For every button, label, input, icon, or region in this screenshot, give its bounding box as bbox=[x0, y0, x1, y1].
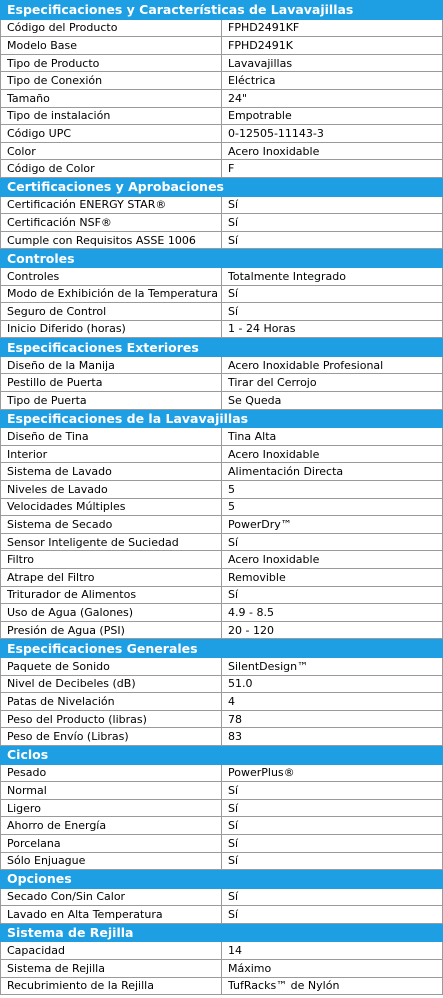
spec-label: Diseño de la Manija bbox=[1, 356, 222, 374]
spec-value: 83 bbox=[222, 728, 443, 746]
section-title: Especificaciones Generales bbox=[1, 639, 443, 658]
spec-label: Recubrimiento de la Rejilla bbox=[1, 977, 222, 995]
spec-label: Pestillo de Puerta bbox=[1, 374, 222, 392]
section-title: Especificaciones y Características de Lavavajillas bbox=[1, 1, 443, 20]
spec-row bbox=[1, 392, 443, 410]
spec-row bbox=[1, 621, 443, 639]
spec-label: Cumple con Requisitos ASSE 1006 bbox=[1, 231, 222, 249]
spec-value: TufRacks™ de Nylón bbox=[222, 977, 443, 995]
spec-row bbox=[1, 799, 443, 817]
section-title: Sistema de Rejilla bbox=[1, 923, 443, 942]
spec-label: Peso del Producto (libras) bbox=[1, 710, 222, 728]
spec-value: Sí bbox=[222, 214, 443, 232]
spec-value: 5 bbox=[222, 481, 443, 499]
spec-label: Capacidad bbox=[1, 942, 222, 960]
spec-value: 14 bbox=[222, 942, 443, 960]
spec-row bbox=[1, 516, 443, 534]
spec-label: Secado Con/Sin Calor bbox=[1, 888, 222, 906]
spec-row bbox=[1, 428, 443, 446]
spec-value: 5 bbox=[222, 498, 443, 516]
section-header-row bbox=[1, 338, 443, 357]
section-header-row bbox=[1, 177, 443, 196]
section-header-row bbox=[1, 639, 443, 658]
spec-label: Paquete de Sonido bbox=[1, 657, 222, 675]
spec-row bbox=[1, 657, 443, 675]
spec-row bbox=[1, 19, 443, 37]
spec-value: FPHD2491K bbox=[222, 37, 443, 55]
spec-label: Sólo Enjuague bbox=[1, 852, 222, 870]
spec-label: Controles bbox=[1, 267, 222, 285]
spec-value: Acero Inoxidable bbox=[222, 445, 443, 463]
spec-row bbox=[1, 604, 443, 622]
spec-value: Sí bbox=[222, 533, 443, 551]
spec-label: Color bbox=[1, 142, 222, 160]
spec-row bbox=[1, 728, 443, 746]
spec-row bbox=[1, 977, 443, 995]
spec-label: Triturador de Alimentos bbox=[1, 586, 222, 604]
spec-row bbox=[1, 764, 443, 782]
spec-value: Sí bbox=[222, 834, 443, 852]
spec-row bbox=[1, 107, 443, 125]
spec-value: Eléctrica bbox=[222, 72, 443, 90]
spec-label: Normal bbox=[1, 782, 222, 800]
spec-value: Sí bbox=[222, 196, 443, 214]
spec-label: Certificación NSF® bbox=[1, 214, 222, 232]
spec-label: Sistema de Rejilla bbox=[1, 960, 222, 978]
spec-label: Sistema de Lavado bbox=[1, 463, 222, 481]
spec-value: Acero Inoxidable Profesional bbox=[222, 356, 443, 374]
spec-row bbox=[1, 693, 443, 711]
spec-value: Totalmente Integrado bbox=[222, 267, 443, 285]
spec-label: Presión de Agua (PSI) bbox=[1, 621, 222, 639]
spec-value: 20 - 120 bbox=[222, 621, 443, 639]
spec-label: Patas de Nivelación bbox=[1, 693, 222, 711]
spec-row bbox=[1, 356, 443, 374]
spec-row bbox=[1, 231, 443, 249]
spec-row bbox=[1, 125, 443, 143]
spec-table-body bbox=[1, 1, 443, 995]
spec-value: 1 - 24 Horas bbox=[222, 320, 443, 338]
section-header-row bbox=[1, 409, 443, 428]
spec-label: Uso de Agua (Galones) bbox=[1, 604, 222, 622]
spec-label: Ahorro de Energía bbox=[1, 817, 222, 835]
spec-row bbox=[1, 481, 443, 499]
spec-row bbox=[1, 54, 443, 72]
spec-label: Código de Color bbox=[1, 160, 222, 178]
spec-value: 0-12505-11143-3 bbox=[222, 125, 443, 143]
spec-row bbox=[1, 817, 443, 835]
spec-value: Sí bbox=[222, 231, 443, 249]
spec-row bbox=[1, 498, 443, 516]
section-title: Certificaciones y Aprobaciones bbox=[1, 177, 443, 196]
spec-label: Pesado bbox=[1, 764, 222, 782]
section-header-row bbox=[1, 249, 443, 268]
section-title: Controles bbox=[1, 249, 443, 268]
spec-value: Sí bbox=[222, 817, 443, 835]
spec-value: FPHD2491KF bbox=[222, 19, 443, 37]
spec-label: Ligero bbox=[1, 799, 222, 817]
spec-label: Código del Producto bbox=[1, 19, 222, 37]
spec-value: 4.9 - 8.5 bbox=[222, 604, 443, 622]
spec-row bbox=[1, 551, 443, 569]
spec-value: F bbox=[222, 160, 443, 178]
spec-value: Sí bbox=[222, 799, 443, 817]
spec-label: Certificación ENERGY STAR® bbox=[1, 196, 222, 214]
spec-label: Atrape del Filtro bbox=[1, 569, 222, 587]
spec-label: Tamaño bbox=[1, 89, 222, 107]
section-title: Especificaciones Exteriores bbox=[1, 338, 443, 357]
spec-value: Acero Inoxidable bbox=[222, 551, 443, 569]
spec-value: Sí bbox=[222, 586, 443, 604]
spec-value: 24" bbox=[222, 89, 443, 107]
spec-value: Lavavajillas bbox=[222, 54, 443, 72]
spec-row bbox=[1, 374, 443, 392]
spec-row bbox=[1, 888, 443, 906]
spec-value: Sí bbox=[222, 782, 443, 800]
section-header-row bbox=[1, 745, 443, 764]
spec-value: Sí bbox=[222, 303, 443, 321]
spec-value: SilentDesign™ bbox=[222, 657, 443, 675]
spec-row bbox=[1, 463, 443, 481]
spec-value: Alimentación Directa bbox=[222, 463, 443, 481]
spec-value: Removible bbox=[222, 569, 443, 587]
spec-row bbox=[1, 782, 443, 800]
spec-row bbox=[1, 160, 443, 178]
section-header-row bbox=[1, 923, 443, 942]
spec-value: Máximo bbox=[222, 960, 443, 978]
spec-value: 51.0 bbox=[222, 675, 443, 693]
spec-label: Tipo de Puerta bbox=[1, 392, 222, 410]
spec-row bbox=[1, 710, 443, 728]
spec-row bbox=[1, 320, 443, 338]
spec-label: Filtro bbox=[1, 551, 222, 569]
spec-row bbox=[1, 37, 443, 55]
spec-row bbox=[1, 852, 443, 870]
spec-label: Modelo Base bbox=[1, 37, 222, 55]
spec-label: Peso de Envío (Libras) bbox=[1, 728, 222, 746]
spec-value: Acero Inoxidable bbox=[222, 142, 443, 160]
spec-label: Nivel de Decibeles (dB) bbox=[1, 675, 222, 693]
spec-row bbox=[1, 675, 443, 693]
spec-row bbox=[1, 906, 443, 924]
spec-row bbox=[1, 89, 443, 107]
spec-value: 78 bbox=[222, 710, 443, 728]
spec-label: Velocidades Múltiples bbox=[1, 498, 222, 516]
spec-label: Diseño de Tina bbox=[1, 428, 222, 446]
spec-row bbox=[1, 445, 443, 463]
spec-row bbox=[1, 214, 443, 232]
spec-value: Tirar del Cerrojo bbox=[222, 374, 443, 392]
spec-value: 4 bbox=[222, 693, 443, 711]
section-header-row bbox=[1, 870, 443, 889]
section-header-row bbox=[1, 1, 443, 20]
spec-label: Tipo de instalación bbox=[1, 107, 222, 125]
spec-value: Sí bbox=[222, 906, 443, 924]
spec-label: Código UPC bbox=[1, 125, 222, 143]
spec-row bbox=[1, 960, 443, 978]
spec-value: PowerDry™ bbox=[222, 516, 443, 534]
spec-row bbox=[1, 267, 443, 285]
section-title: Opciones bbox=[1, 870, 443, 889]
spec-label: Sistema de Secado bbox=[1, 516, 222, 534]
spec-row bbox=[1, 285, 443, 303]
spec-value: PowerPlus® bbox=[222, 764, 443, 782]
spec-row bbox=[1, 569, 443, 587]
spec-label: Porcelana bbox=[1, 834, 222, 852]
spec-label: Seguro de Control bbox=[1, 303, 222, 321]
spec-label: Niveles de Lavado bbox=[1, 481, 222, 499]
spec-label: Tipo de Producto bbox=[1, 54, 222, 72]
section-title: Ciclos bbox=[1, 745, 443, 764]
spec-value: Empotrable bbox=[222, 107, 443, 125]
section-title: Especificaciones de la Lavavajillas bbox=[1, 409, 443, 428]
spec-row bbox=[1, 586, 443, 604]
spec-value: Tina Alta bbox=[222, 428, 443, 446]
spec-row bbox=[1, 72, 443, 90]
spec-row bbox=[1, 303, 443, 321]
spec-value: Sí bbox=[222, 852, 443, 870]
spec-label: Interior bbox=[1, 445, 222, 463]
spec-value: Sí bbox=[222, 285, 443, 303]
spec-row bbox=[1, 834, 443, 852]
spec-row bbox=[1, 942, 443, 960]
spec-label: Sensor Inteligente de Suciedad bbox=[1, 533, 222, 551]
spec-row bbox=[1, 142, 443, 160]
spec-value: Sí bbox=[222, 888, 443, 906]
spec-label: Inicio Diferido (horas) bbox=[1, 320, 222, 338]
spec-row bbox=[1, 533, 443, 551]
spec-label: Lavado en Alta Temperatura bbox=[1, 906, 222, 924]
spec-row bbox=[1, 196, 443, 214]
spec-value: Se Queda bbox=[222, 392, 443, 410]
spec-label: Modo de Exhibición de la Temperatura bbox=[1, 285, 222, 303]
spec-label: Tipo de Conexión bbox=[1, 72, 222, 90]
